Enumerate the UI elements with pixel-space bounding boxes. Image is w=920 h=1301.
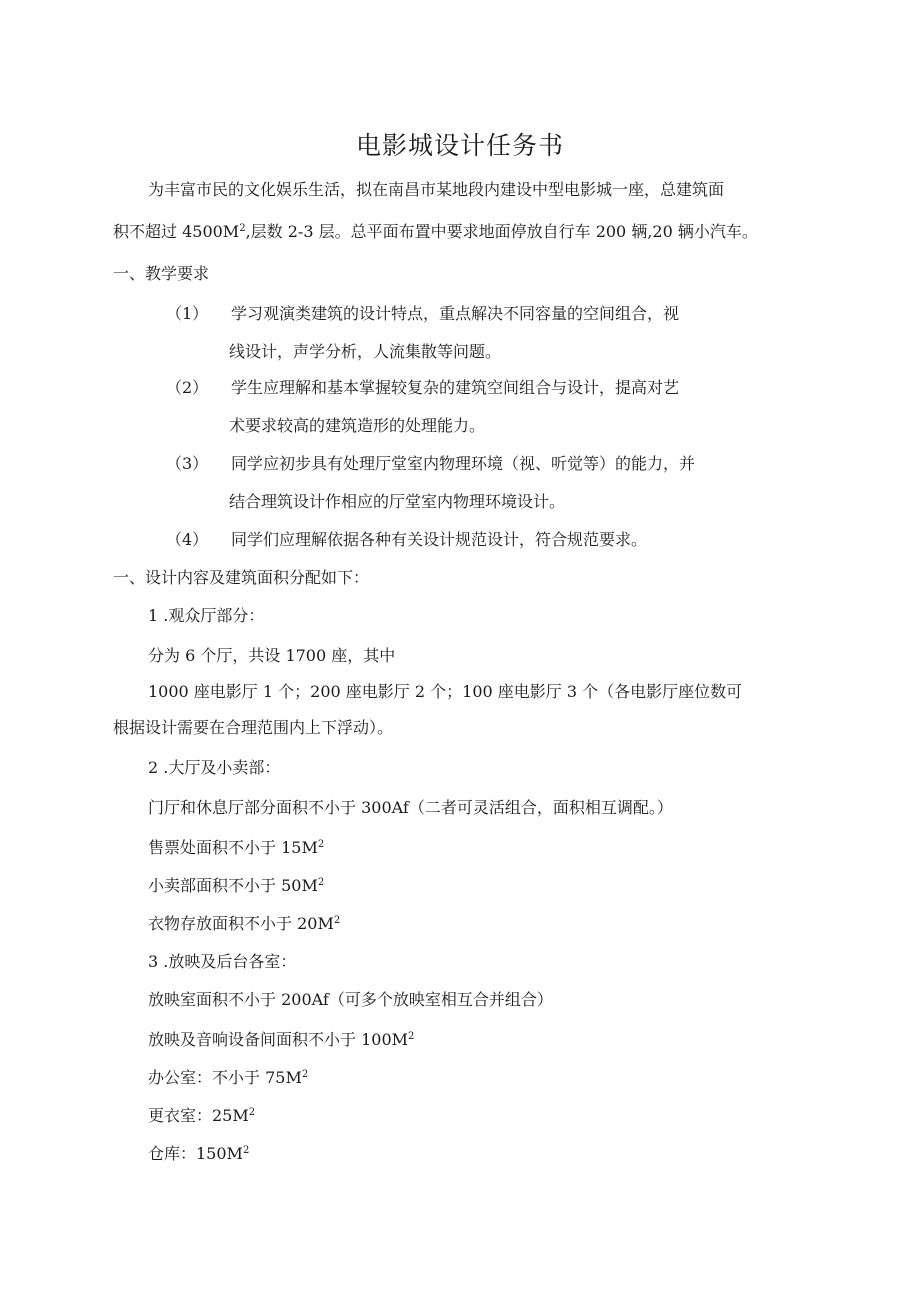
superscript: 2 (317, 839, 325, 850)
part-2-heading: 2 .大厅及小卖部： (148, 758, 281, 777)
part-1-line-1: 分为 6 个厅，共设 1700 座，其中 (148, 646, 396, 665)
part-1-heading: 1 .观众厅部分： (148, 606, 265, 625)
part-3-line-4-text: 更衣室：25M (148, 1106, 249, 1125)
part-2-line-3-text: 小卖部面积不小于 50M (148, 876, 318, 895)
part-3-line-4 (148, 1105, 255, 1127)
part-2-line-1: 门厅和休息厅部分面积不小于 300Af（二者可灵活组合，面积相互调配。） (148, 798, 673, 817)
part-3-heading: 3 .放映及后台各室： (148, 952, 297, 971)
item-3-line-2: 结合理筑设计作相应的厅堂室内物理环境设计。 (229, 492, 566, 511)
item-4-line-1: 同学们应理解依据各种有关设计规范设计，符合规范要求。 (231, 530, 648, 549)
part-3-line-3 (148, 1067, 308, 1089)
superscript: 2 (333, 915, 341, 926)
part-1-line-2: 1000 座电影厅 1 个；200 座电影厅 2 个；100 座电影厅 3 个（各电影厅座位数可 (148, 682, 743, 701)
section-heading-content: 一、设计内容及建筑面积分配如下： (113, 568, 370, 587)
superscript: 2 (239, 223, 246, 234)
part-2-line-2-text: 售票处面积不小于 15M (148, 838, 318, 857)
part-3-line-3-text: 办公室：不小于 75M (148, 1068, 302, 1087)
part-3-line-5 (148, 1143, 249, 1165)
superscript: 2 (301, 1069, 309, 1080)
superscript: 2 (242, 1145, 250, 1156)
item-1-line-1: 学习观演类建筑的设计特点，重点解决不同容量的空间组合，视 (231, 304, 680, 323)
intro-line-1: 为丰富市民的文化娱乐生活，拟在南昌市某地段内建设中型电影城一座，总建筑面 (148, 180, 725, 199)
item-3-line-1: 同学应初步具有处理厅堂室内物理环境（视、听觉等）的能力，并 (231, 454, 696, 473)
part-1-line-3: 根据设计需要在合理范围内上下浮动）。 (113, 718, 394, 737)
page-title: 电影城设计任务书 (355, 131, 564, 160)
item-number-2: （2） (166, 378, 209, 397)
part-3-line-1: 放映室面积不小于 200Af（可多个放映室相互合并组合） (148, 990, 553, 1009)
superscript: 2 (408, 1031, 415, 1042)
part-2-line-2 (148, 837, 324, 859)
intro-line-2 (113, 221, 758, 243)
item-2-line-1: 学生应理解和基本掌握较复杂的建筑空间组合与设计，提高对艺 (231, 378, 680, 397)
intro-text-b: ,层数 2-3 层。总平面布置中要求地面停放自行车 200 辆,20 辆小汽车。 (245, 222, 758, 241)
item-2-line-2: 术要求较高的建筑造形的处理能力。 (229, 416, 486, 435)
item-number-4: （4） (166, 530, 209, 549)
item-number-1: （1） (166, 304, 209, 323)
item-1-line-2: 线设计，声学分析，人流集散等问题。 (229, 342, 502, 361)
section-heading-teaching: 一、教学要求 (113, 264, 210, 283)
superscript: 2 (248, 1107, 256, 1118)
part-3-line-2-text: 放映及音响设备间面积不小于 100M (148, 1030, 409, 1049)
intro-text-a: 积不超过 4500M (113, 222, 240, 241)
item-number-3: （3） (166, 454, 209, 473)
part-3-line-5-text: 仓库：150M (148, 1144, 243, 1163)
part-2-line-3 (148, 875, 324, 897)
part-2-line-4 (148, 913, 340, 935)
part-3-line-2 (148, 1029, 414, 1051)
superscript: 2 (317, 877, 325, 888)
part-2-line-4-text: 衣物存放面积不小于 20M (148, 914, 334, 933)
